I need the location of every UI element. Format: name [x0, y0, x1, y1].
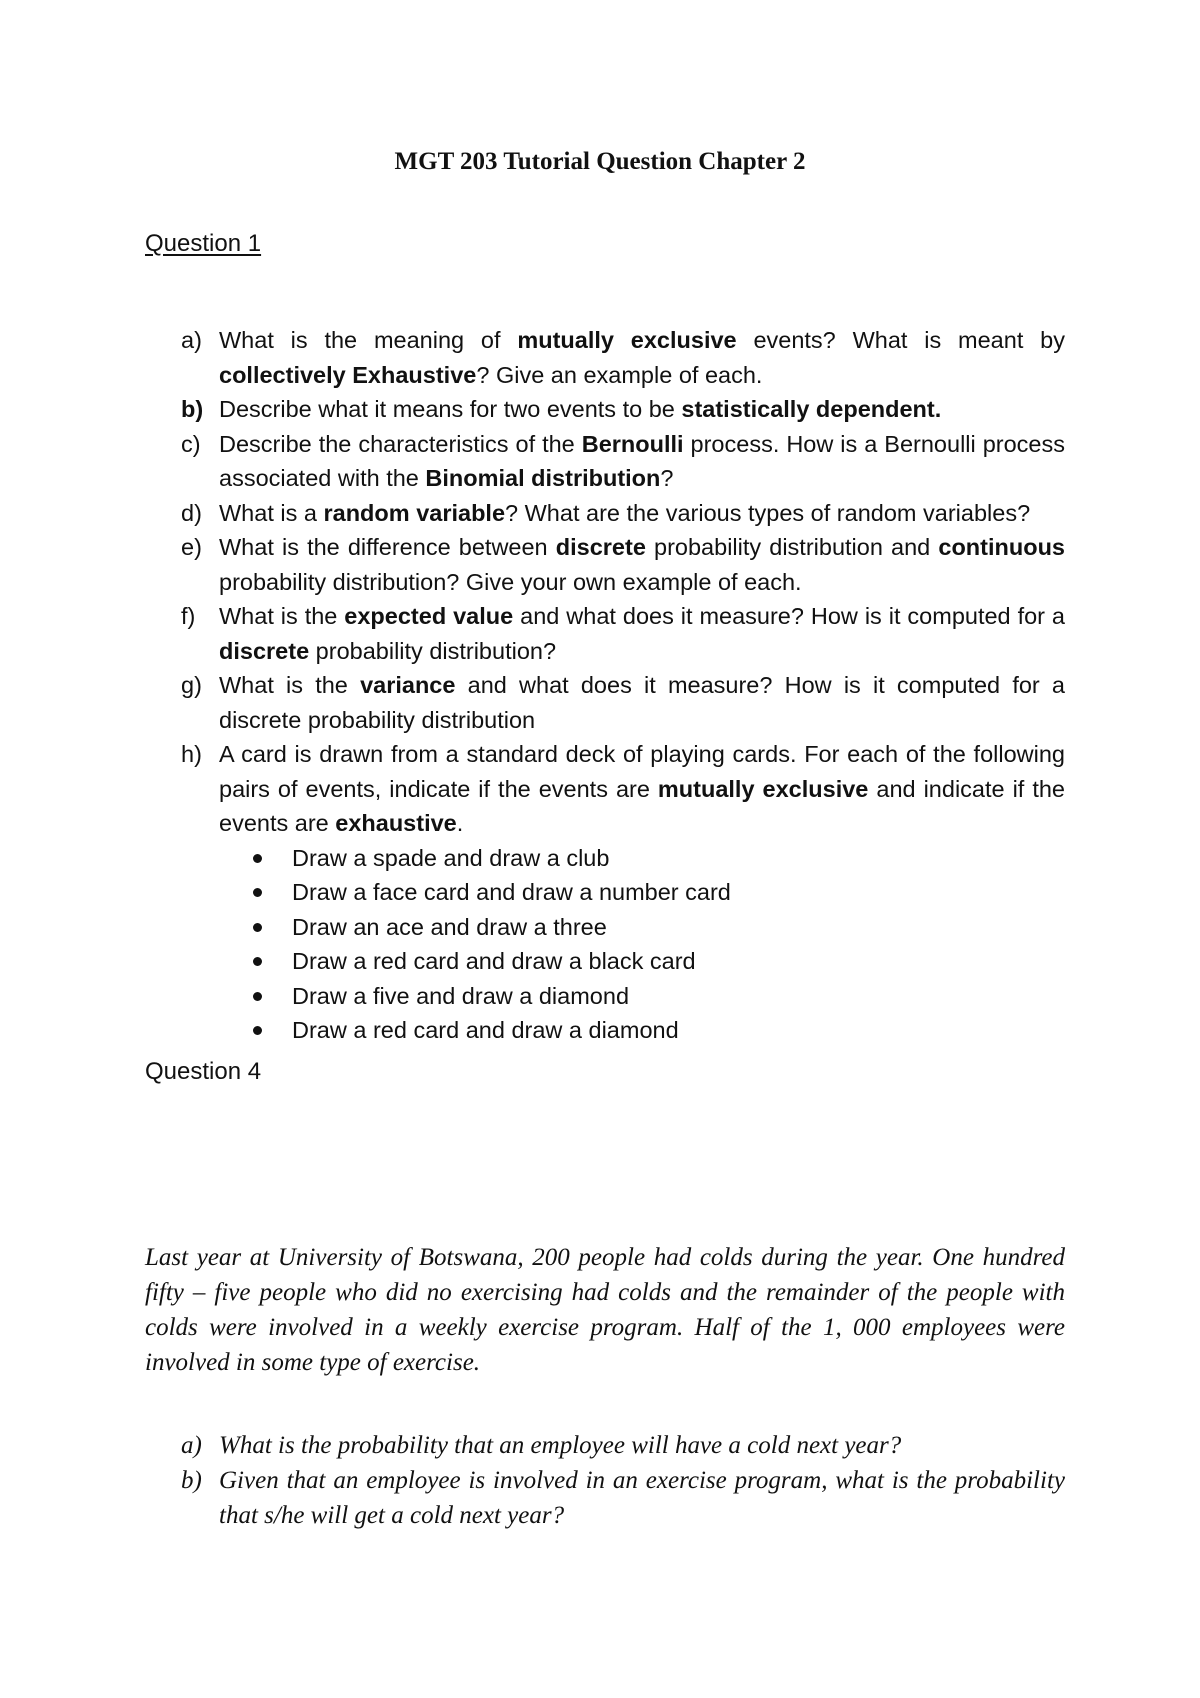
question-4-item	[145, 1463, 1065, 1533]
item-label: d)	[181, 499, 202, 526]
question-1-item	[145, 668, 1065, 737]
question-1-item	[145, 427, 1065, 496]
bullet-icon	[253, 992, 262, 1001]
question-1-item	[145, 599, 1065, 668]
bold-term: Bernoulli	[581, 430, 684, 457]
card-event-text: Draw a five and draw a diamond	[292, 982, 630, 1009]
card-event-text: Draw a face card and draw a number card	[292, 879, 731, 905]
item-text: A card is drawn from a standard deck of playing cards. For each of the following pairs of events, indicate if the events are	[219, 741, 1065, 802]
question-1-item	[145, 530, 1065, 599]
item-text: and indicate if the events are	[219, 775, 1065, 836]
question-1-item	[145, 496, 1065, 531]
question-4-item	[145, 1428, 1065, 1463]
item-label: a)	[181, 1432, 202, 1459]
bold-term: exhaustive	[335, 810, 457, 836]
item-label: b)	[181, 396, 204, 422]
bullet-icon	[253, 854, 262, 863]
item-text: Describe the characteristics of the	[219, 430, 582, 457]
bullet-icon	[253, 1026, 262, 1035]
item-text: What is the meaning of	[219, 327, 518, 353]
card-event-item	[145, 979, 1065, 1014]
bold-term: continuous	[938, 534, 1065, 560]
question-1-item	[145, 737, 1065, 1048]
card-event-text: Draw a red card and draw a diamond	[292, 1017, 679, 1043]
item-label: e)	[181, 534, 202, 560]
item-text: events? What is meant by	[736, 327, 1065, 353]
item-text: What is the	[219, 672, 361, 698]
bold-term: statistically dependent.	[681, 396, 942, 422]
question-1-item	[145, 392, 1065, 427]
question-4-list	[145, 1428, 1065, 1533]
item-label: c)	[181, 430, 201, 457]
question-4-paragraph: Last year at University of Botswana, 200 people had colds during the year. One hundred fifty – five people who did no exercising had colds and the remainder of the people with colds were involved in a weekly exercise program. Half of the 1, 000 employees were involved in some type of exercise.	[145, 1244, 1065, 1376]
question-1-item	[145, 323, 1065, 392]
card-event-item	[145, 875, 1065, 910]
item-text: process. How is a Bernoulli process associated with the	[219, 430, 1065, 491]
item-text: ? What are the various types of random variables?	[505, 499, 1031, 526]
item-text: and what does it measure? How is it computed for a discrete probability distribution	[219, 672, 1066, 733]
question-4-heading: Question 4	[145, 1058, 262, 1085]
card-event-item	[145, 841, 1065, 876]
question-1-list	[145, 323, 1065, 1048]
item-text: probability distribution?	[309, 637, 557, 664]
bold-term: random variable	[323, 499, 506, 526]
item-text: What is the probability that an employee will have a cold next year?	[219, 1432, 902, 1459]
card-event-item	[145, 944, 1065, 979]
card-event-text: Draw a red card and draw a black card	[292, 948, 696, 974]
card-event-text: Draw an ace and draw a three	[292, 913, 607, 940]
item-text: and what does it measure? How is it computed for a	[513, 603, 1065, 629]
item-text: ?	[660, 465, 674, 491]
bold-term: Binomial distribution	[425, 465, 661, 491]
item-text: What is a	[219, 499, 324, 526]
question-1-heading: Question 1	[145, 230, 262, 257]
item-label: h)	[181, 741, 202, 767]
card-event-text: Draw a spade and draw a club	[292, 844, 610, 871]
item-text: What is the	[219, 603, 345, 629]
item-text: probability distribution and	[645, 534, 939, 560]
bold-term: discrete	[555, 534, 646, 560]
card-event-item	[145, 910, 1065, 945]
card-event-item	[145, 1013, 1065, 1048]
item-text: Describe what it means for two events to be	[219, 396, 682, 422]
document-title: MGT 203 Tutorial Question Chapter 2	[394, 148, 806, 175]
bold-term: discrete	[219, 637, 310, 664]
item-text: Given that an employee is involved in an exercise program, what is the probability that s/he will get a cold next year?	[219, 1467, 1065, 1529]
item-text: ? Give an example of each.	[476, 361, 763, 388]
bullet-icon	[253, 923, 262, 932]
item-text: probability distribution? Give your own example of each.	[219, 568, 802, 595]
item-label: f)	[181, 603, 196, 629]
bullet-icon	[253, 888, 262, 897]
item-label: b)	[181, 1467, 202, 1494]
item-text: What is the difference between	[219, 534, 556, 560]
bold-term: mutually exclusive	[657, 775, 869, 802]
bold-term: variance	[360, 672, 456, 698]
bold-term: collectively Exhaustive	[219, 361, 477, 388]
card-events-list	[219, 841, 1065, 1048]
bold-term: mutually exclusive	[517, 327, 737, 353]
bold-term: expected value	[344, 603, 514, 629]
item-label: a)	[181, 327, 202, 353]
item-text: .	[456, 810, 464, 836]
bullet-icon	[253, 957, 262, 966]
item-label: g)	[181, 672, 202, 698]
